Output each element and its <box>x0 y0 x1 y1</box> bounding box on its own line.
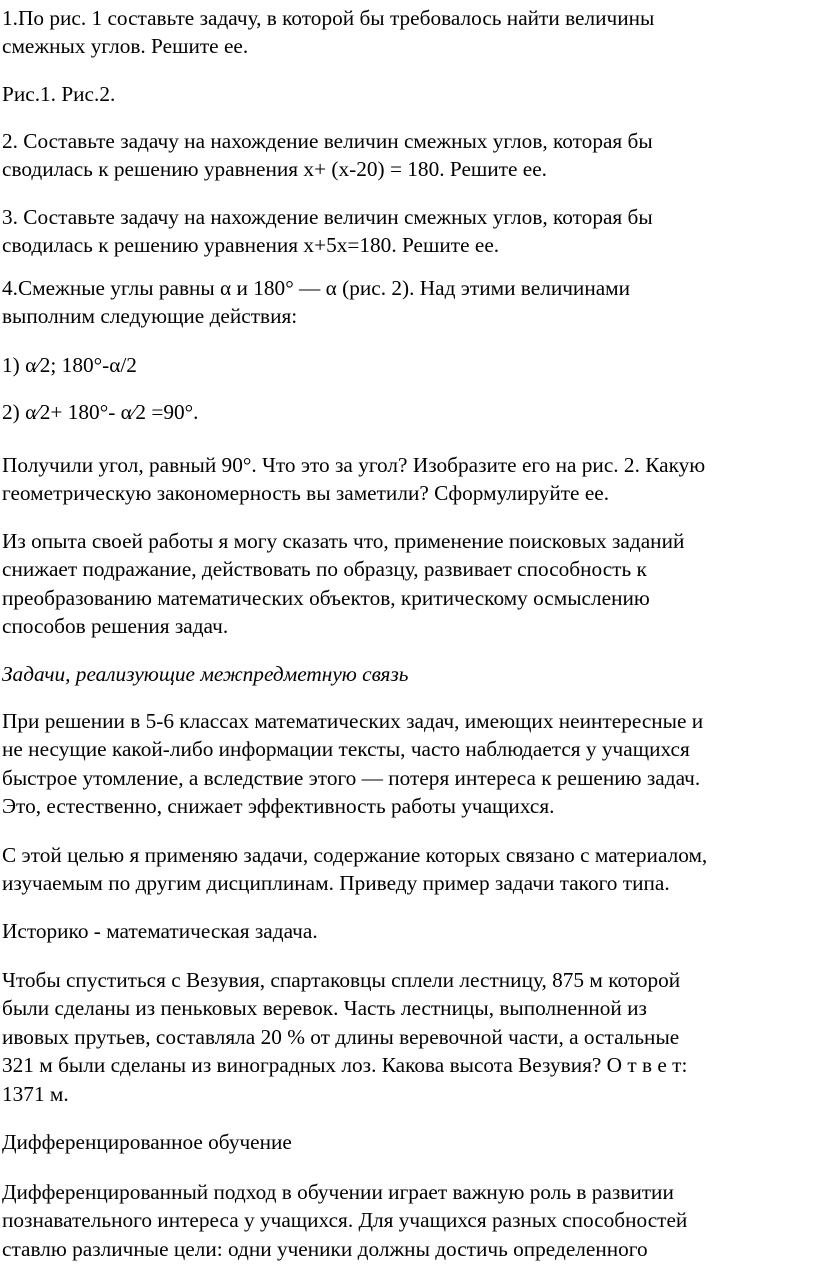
text-line: выполним следующие действия: <box>2 304 298 329</box>
figure-captions <box>2 80 816 108</box>
text-line: Дифференцированный подход в обучении играет важную роль в развитии <box>2 1180 674 1204</box>
text-line: Это, естественно, снижает эффективность работы учащихся. <box>2 794 555 819</box>
text-line: Из опыта своей работы я могу сказать что, применение поисковых заданий <box>2 529 685 553</box>
text-line: преобразованию математических объектов, критическому осмыслению <box>2 585 650 610</box>
text-line: познавательного интереса у учащихся. Для учащихся разных способностей <box>2 1208 688 1233</box>
text-line: быстрое утомление, а вследствие этого — потеря интереса к решению задач. <box>2 765 701 790</box>
text-line: изучаемым по другим дисциплинам. Приведу пример задачи такого типа. <box>2 871 670 896</box>
text-line: 2) α⁄2+ 180°- α⁄2 =90°. <box>2 400 199 424</box>
task-1-paragraph <box>2 4 816 61</box>
text-line: Чтобы спуститься с Везувия, спартаковцы сплели лестницу, 875 м которой <box>2 968 681 992</box>
text-line: С этой целью я применяю задачи, содержание которых связано с материалом, <box>2 843 708 867</box>
text-line: снижает подражание, действовать по образцу, развивает способность к <box>2 557 647 582</box>
text-line: 4.Смежные углы равны α и 180° — α (рис. 2). Над этими величинами <box>2 276 631 300</box>
text-line: сводилась к решению уравнения x+5x=180. Решите ее. <box>2 233 500 258</box>
text-line: не несущие какой-либо информации тексты, часто наблюдается у учащихся <box>2 737 690 762</box>
task-2-paragraph <box>2 127 816 184</box>
text-line: Задачи, реализующие межпредметную связь <box>2 662 409 686</box>
text-line: геометрическую закономерность вы заметили? Сформулируйте ее. <box>2 481 610 506</box>
differentiated-learning-heading <box>2 1128 816 1156</box>
task-3-paragraph <box>2 203 816 260</box>
task-4-paragraph <box>2 274 816 331</box>
differentiated-paragraph <box>2 1178 816 1263</box>
text-line: 3. Составьте задачу на нахождение величин смежных углов, которая бы <box>2 205 653 229</box>
text-line: При решении в 5-6 классах математических задач, имеющих неинтересные и <box>2 709 704 733</box>
text-line: Получили угол, равный 90°. Что это за угол? Изобразите его на рис. 2. Какую <box>2 453 706 477</box>
text-line: 1) α⁄2; 180°-α/2 <box>2 353 137 377</box>
text-line: ставлю различные цели: одни ученики должны достичь определенного <box>2 1236 648 1261</box>
question-paragraph <box>2 451 816 508</box>
text-line: смежных углов. Решите ее. <box>2 34 249 59</box>
interdisciplinary-paragraph <box>2 707 816 821</box>
text-line: 2. Составьте задачу на нахождение величин смежных углов, которая бы <box>2 129 653 153</box>
historical-task-heading <box>2 917 816 945</box>
text-line: 1.По рис. 1 составьте задачу, в которой бы требовалось найти величины <box>2 6 655 30</box>
step-2-line <box>2 398 816 426</box>
purpose-paragraph <box>2 841 816 898</box>
text-line: 1371 м. <box>2 1081 69 1106</box>
text-line: способов решения задач. <box>2 614 229 639</box>
text-line: Дифференцированное обучение <box>2 1130 292 1154</box>
vesuvius-task-paragraph <box>2 966 816 1108</box>
text-line: были сделаны из пеньковых веревок. Часть лестницы, выполненной из <box>2 996 647 1021</box>
section-heading-interdisciplinary <box>2 660 816 688</box>
text-line: 321 м были сделаны из виноградных лоз. Какова высота Везувия? О т в е т: <box>2 1053 688 1078</box>
text-line: Историко - математическая задача. <box>2 919 318 943</box>
experience-paragraph <box>2 527 816 641</box>
text-line: ивовых прутьев, составляла 20 % от длины веревочной части, а остальные <box>2 1024 680 1049</box>
text-line: сводилась к решению уравнения x+ (x-20) = 180. Решите ее. <box>2 157 548 182</box>
step-1-line <box>2 351 816 379</box>
text-line: Рис.1. Рис.2. <box>2 82 116 106</box>
